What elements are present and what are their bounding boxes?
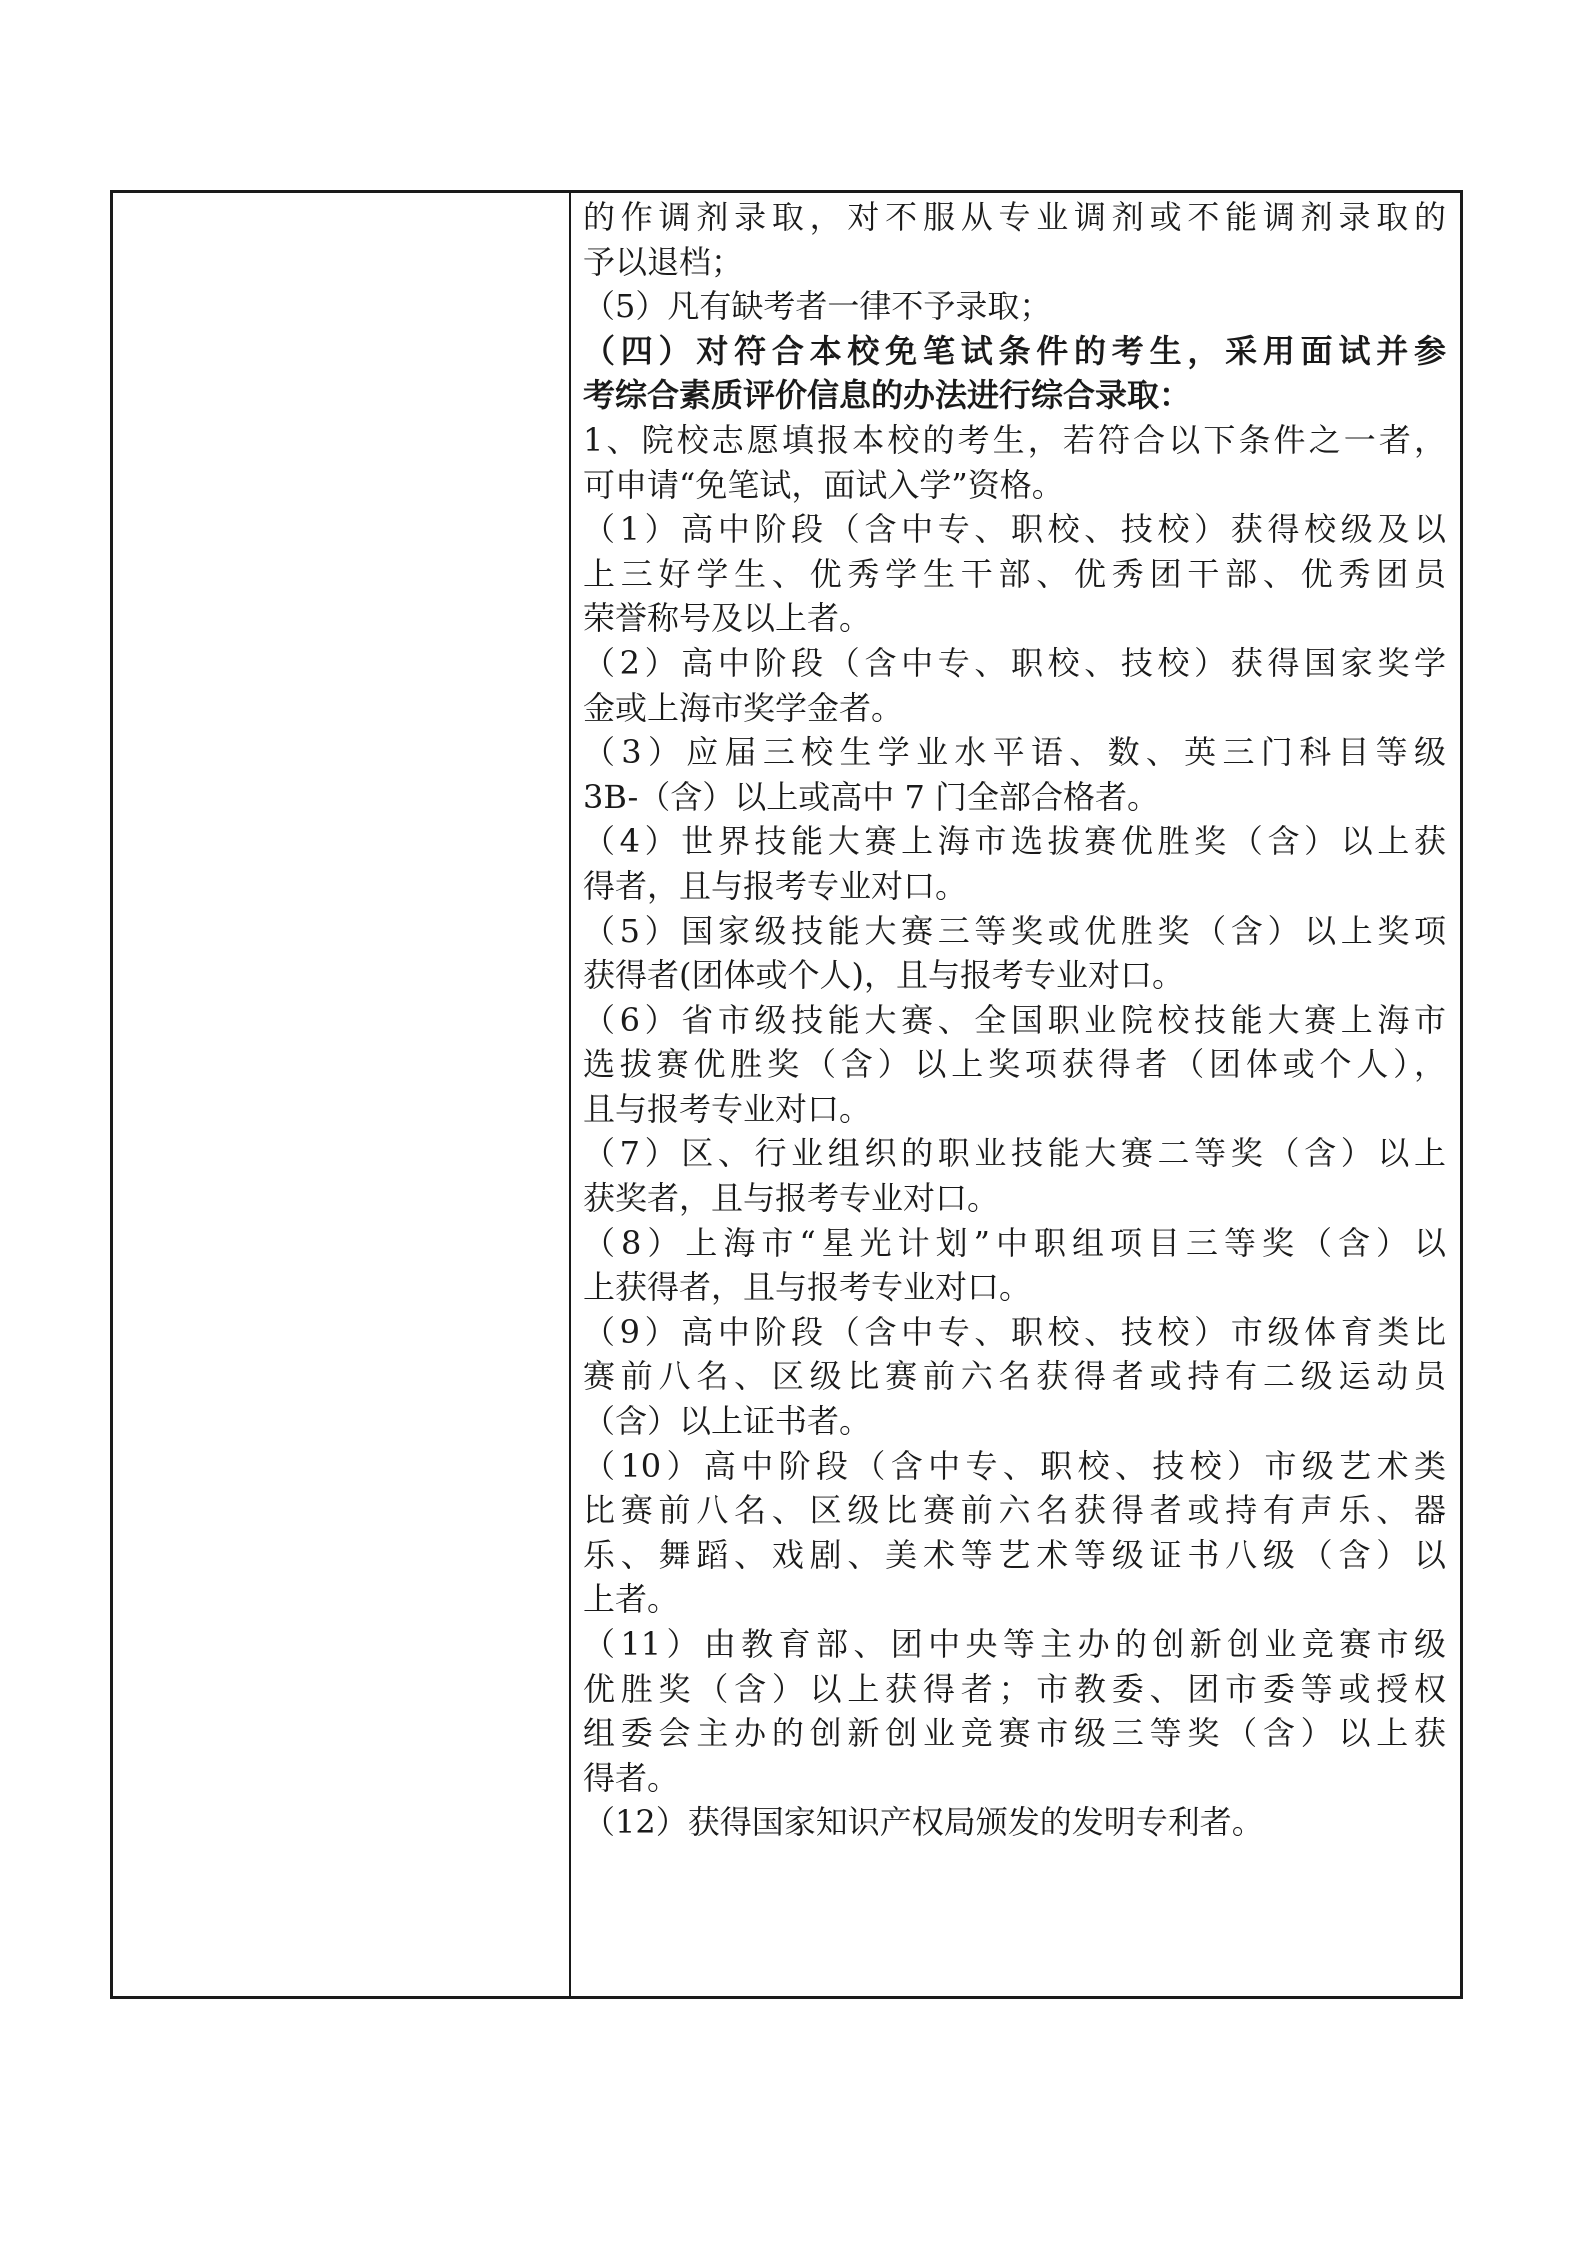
body-text-line: （6）省市级技能大赛、全国职业院校技能大赛上海市 bbox=[583, 1000, 1446, 1039]
body-text-line: 得者，且与报考专业对口。 bbox=[583, 866, 968, 905]
body-text-line: 优胜奖（含）以上获得者；市教委、团市委等或授权 bbox=[583, 1669, 1446, 1708]
body-text-line: 组委会主办的创新创业竞赛市级三等奖（含）以上获 bbox=[583, 1714, 1446, 1753]
body-text-line: （9）高中阶段（含中专、职校、技校）市级体育类比 bbox=[583, 1312, 1446, 1351]
body-text-line: 上获得者，且与报考专业对口。 bbox=[583, 1268, 1032, 1307]
body-text-line: （10）高中阶段（含中专、职校、技校）市级艺术类 bbox=[583, 1446, 1446, 1485]
section-heading-line: （四）对符合本校免笔试条件的考生，采用面试并参 bbox=[583, 331, 1446, 370]
body-text-line: 获得者(团体或个人)，且与报考专业对口。 bbox=[583, 956, 1184, 995]
body-text-line: 予以退档； bbox=[583, 242, 744, 281]
body-text-line: 乐、舞蹈、戏剧、美术等艺术等级证书八级（含）以 bbox=[583, 1535, 1446, 1574]
body-text-line: （1）高中阶段（含中专、职校、技校）获得校级及以 bbox=[583, 510, 1446, 549]
body-text-line: 上者。 bbox=[583, 1580, 680, 1619]
table-left-cell bbox=[113, 193, 571, 1996]
body-text-line: 3B-（含）以上或高中 7 门全部合格者。 bbox=[583, 777, 1159, 816]
body-text-line: 1、院校志愿填报本校的考生，若符合以下条件之一者， bbox=[583, 420, 1446, 459]
table-right-cell bbox=[571, 193, 1460, 1996]
body-text-line: （8）上海市“星光计划”中职组项目三等奖（含）以 bbox=[583, 1223, 1446, 1262]
body-text-line: 选拔赛优胜奖（含）以上奖项获得者（团体或个人）， bbox=[583, 1045, 1446, 1084]
body-text-line: 得者。 bbox=[583, 1758, 680, 1797]
body-text-line: （11）由教育部、团中央等主办的创新创业竞赛市级 bbox=[583, 1625, 1446, 1663]
body-text-line: （12）获得国家知识产权局颁发的发明专利者。 bbox=[583, 1803, 1264, 1842]
body-text-line: （5）国家级技能大赛三等奖或优胜奖（含）以上奖项 bbox=[583, 911, 1446, 950]
body-text-line: 金或上海市奖学金者。 bbox=[583, 688, 904, 727]
body-text-line: 且与报考专业对口。 bbox=[583, 1089, 872, 1128]
body-text-line: 比赛前八名、区级比赛前六名获得者或持有声乐、器 bbox=[583, 1491, 1446, 1530]
body-text-line: 上三好学生、优秀学生干部、优秀团干部、优秀团员 bbox=[583, 554, 1446, 593]
body-text-line: 赛前八名、区级比赛前六名获得者或持有二级运动员 bbox=[583, 1357, 1446, 1396]
body-text-line: 获奖者，且与报考专业对口。 bbox=[583, 1179, 1000, 1218]
document-table bbox=[110, 190, 1463, 1999]
body-text-line: （4）世界技能大赛上海市选拔赛优胜奖（含）以上获 bbox=[583, 822, 1446, 861]
body-text-line: （5）凡有缺考者一律不予录取； bbox=[583, 287, 1052, 326]
body-text-line: （含）以上证书者。 bbox=[583, 1402, 872, 1441]
body-text-line: （2）高中阶段（含中专、职校、技校）获得国家奖学 bbox=[583, 643, 1446, 682]
body-text-line: （7）区、行业组织的职业技能大赛二等奖（含）以上 bbox=[583, 1134, 1446, 1173]
section-heading-line: 考综合素质评价信息的办法进行综合录取： bbox=[583, 376, 1192, 415]
body-text-line: 的作调剂录取，对不服从专业调剂或不能调剂录取的 bbox=[583, 198, 1446, 236]
body-text-line: 荣誉称号及以上者。 bbox=[583, 599, 872, 638]
body-text-line: 可申请“免笔试，面试入学”资格。 bbox=[583, 465, 1064, 504]
body-text-line: （3）应届三校生学业水平语、数、英三门科目等级 bbox=[583, 733, 1446, 772]
